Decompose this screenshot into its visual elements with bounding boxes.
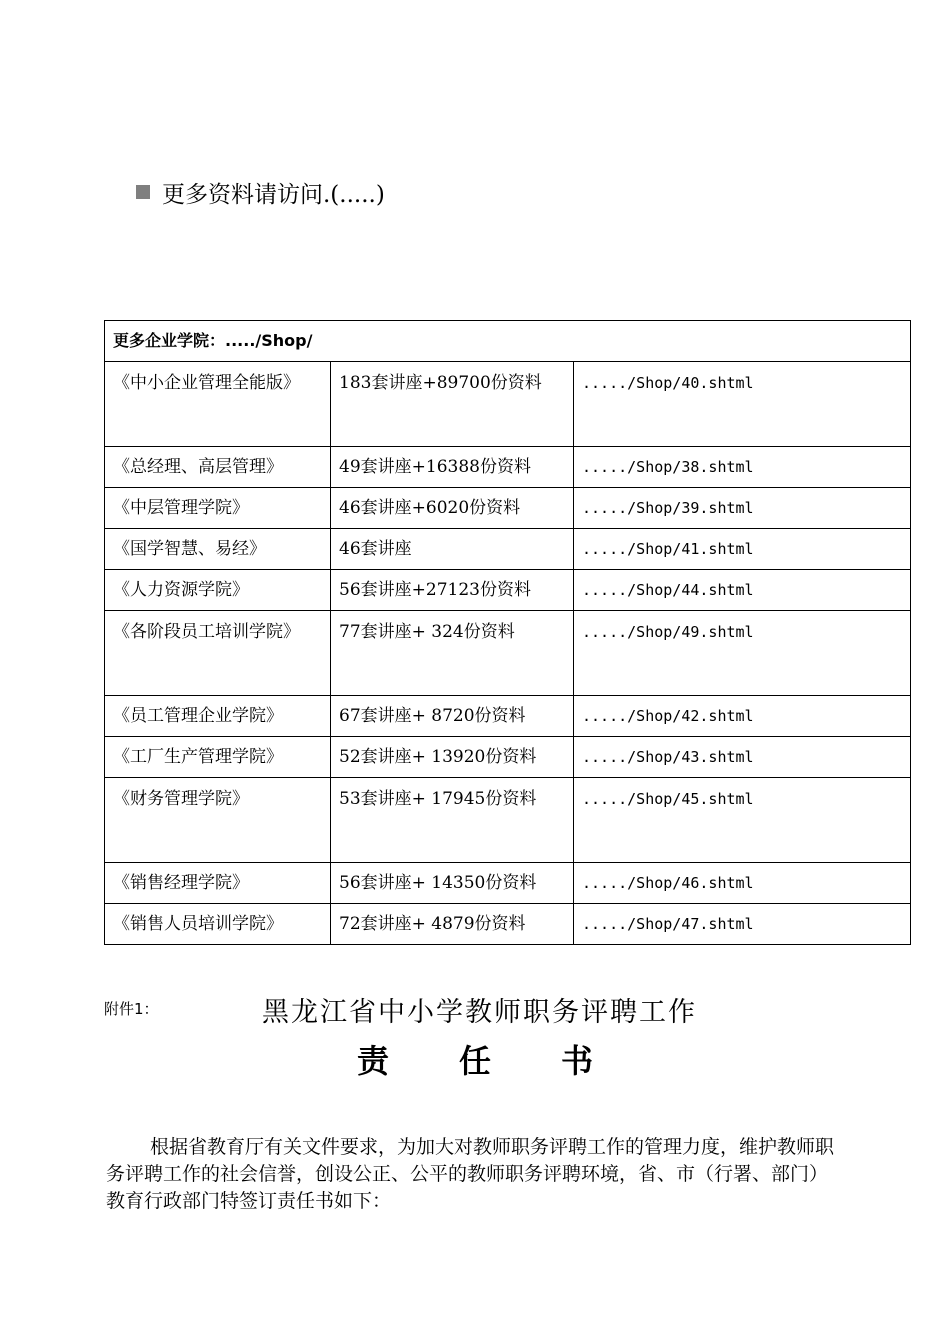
course-table — [104, 320, 911, 945]
course-content-cell: 56套讲座+27123份资料 — [331, 570, 574, 611]
table-header-row — [105, 321, 911, 362]
course-name-cell: 《国学智慧、易经》 — [105, 529, 331, 570]
course-name-cell: 《人力资源学院》 — [105, 570, 331, 611]
course-url-cell: ...../Shop/46.shtml — [574, 863, 911, 904]
table-header-cell: 更多企业学院：...../Shop/ — [105, 321, 911, 362]
course-url-cell: ...../Shop/47.shtml — [574, 904, 911, 945]
attachment-label: 附件1： — [104, 1000, 159, 1018]
table-row — [105, 611, 911, 696]
heading-char: 书 — [561, 1042, 594, 1080]
course-url-cell: ...../Shop/42.shtml — [574, 696, 911, 737]
course-url-cell: ...../Shop/38.shtml — [574, 447, 911, 488]
attachment-line — [104, 990, 904, 1026]
visit-text: 更多资料请访问.(.....) — [162, 181, 385, 208]
table-row — [105, 570, 911, 611]
course-name-cell: 《总经理、高层管理》 — [105, 447, 331, 488]
course-content-cell: 56套讲座+ 14350份资料 — [331, 863, 574, 904]
course-url-cell: ...../Shop/40.shtml — [574, 362, 911, 447]
course-name-cell: 《员工管理企业学院》 — [105, 696, 331, 737]
document-heading — [0, 1036, 950, 1082]
course-name-cell: 《财务管理学院》 — [105, 778, 331, 863]
table-row — [105, 778, 911, 863]
course-url-cell: ...../Shop/39.shtml — [574, 488, 911, 529]
course-content-cell: 46套讲座 — [331, 529, 574, 570]
course-content-cell: 49套讲座+16388份资料 — [331, 447, 574, 488]
table-row — [105, 447, 911, 488]
table-row — [105, 737, 911, 778]
course-content-cell: 77套讲座+ 324份资料 — [331, 611, 574, 696]
table-row — [105, 904, 911, 945]
course-url-cell: ...../Shop/41.shtml — [574, 529, 911, 570]
course-name-cell: 《工厂生产管理学院》 — [105, 737, 331, 778]
course-content-cell: 53套讲座+ 17945份资料 — [331, 778, 574, 863]
table-row — [105, 696, 911, 737]
course-content-cell: 46套讲座+6020份资料 — [331, 488, 574, 529]
course-url-cell: ...../Shop/49.shtml — [574, 611, 911, 696]
table-row — [105, 529, 911, 570]
body-paragraph: 根据省教育厅有关文件要求，为加大对教师职务评聘工作的管理力度，维护教师职务评聘工作的社会信誉，创设公正、公平的教师职务评聘环境，省、市（行署、部门）教育行政部门特签订责任书如下： — [106, 1136, 835, 1212]
visit-notice — [136, 176, 385, 208]
heading-char: 任 — [458, 1042, 491, 1080]
course-content-cell: 72套讲座+ 4879份资料 — [331, 904, 574, 945]
heading-char: 责 — [356, 1042, 389, 1080]
document-title: 黑龙江省中小学教师职务评聘工作 — [262, 997, 697, 1028]
course-content-cell: 183套讲座+89700份资料 — [331, 362, 574, 447]
table-row — [105, 488, 911, 529]
course-name-cell: 《中层管理学院》 — [105, 488, 331, 529]
course-name-cell: 《各阶段员工培训学院》 — [105, 611, 331, 696]
course-url-cell: ...../Shop/43.shtml — [574, 737, 911, 778]
course-name-cell: 《销售人员培训学院》 — [105, 904, 331, 945]
square-bullet-icon — [136, 185, 150, 199]
course-content-cell: 67套讲座+ 8720份资料 — [331, 696, 574, 737]
course-content-cell: 52套讲座+ 13920份资料 — [331, 737, 574, 778]
table-row — [105, 863, 911, 904]
course-url-cell: ...../Shop/44.shtml — [574, 570, 911, 611]
course-name-cell: 《中小企业管理全能版》 — [105, 362, 331, 447]
course-url-cell: ...../Shop/45.shtml — [574, 778, 911, 863]
course-name-cell: 《销售经理学院》 — [105, 863, 331, 904]
table-row — [105, 362, 911, 447]
